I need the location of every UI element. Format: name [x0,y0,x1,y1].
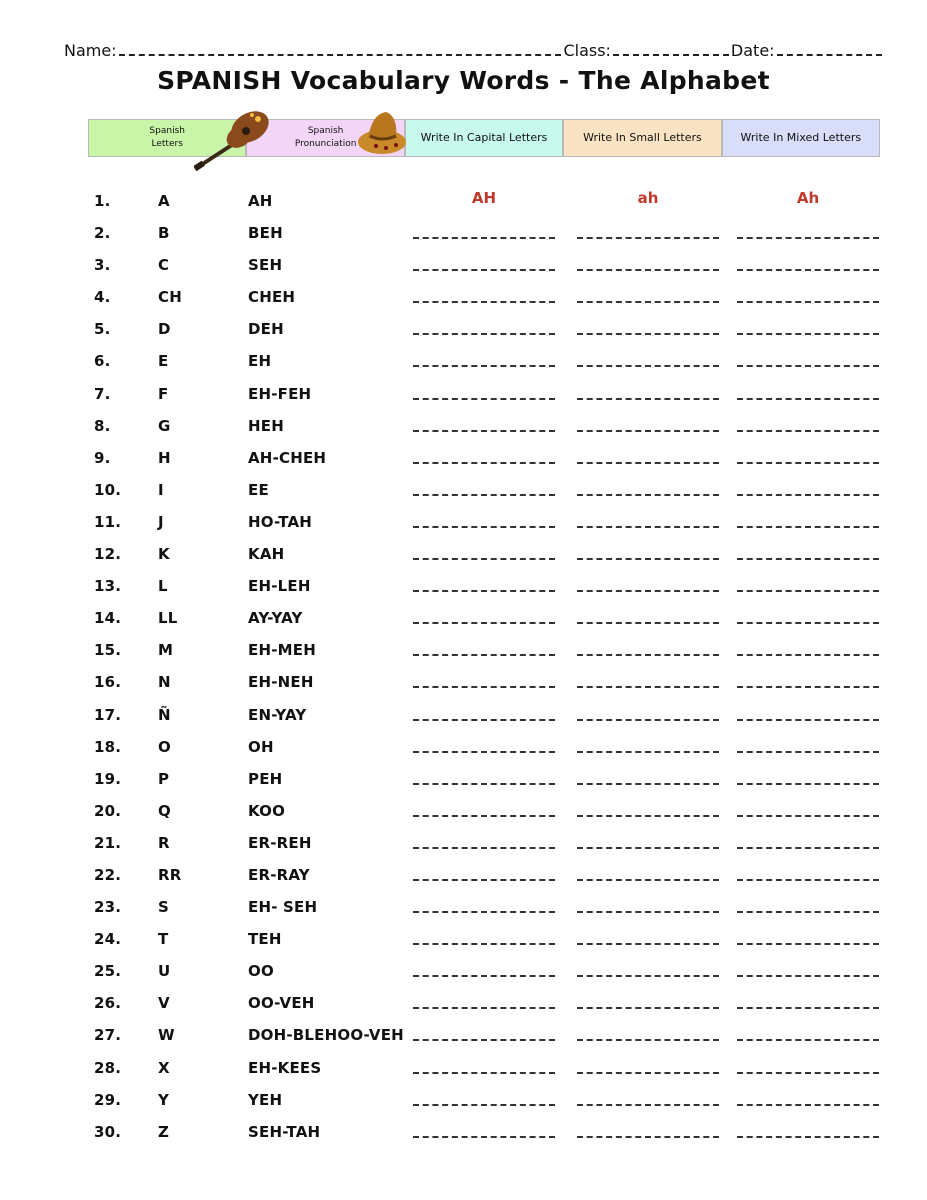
table-row [0,601,927,633]
mixed-blank[interactable] [737,237,879,239]
table-row [0,505,927,537]
pronunciation: EE [248,480,269,499]
small-blank[interactable] [577,751,719,753]
mixed-blank[interactable] [737,751,879,753]
capital-blank[interactable] [413,943,555,945]
mixed-blank[interactable] [737,301,879,303]
pronunciation: BEH [248,224,283,243]
spanish-letter: V [158,994,170,1013]
spanish-letter: CH [158,288,182,307]
small-blank[interactable] [577,622,719,624]
class-blank[interactable] [613,54,729,56]
mixed-blank[interactable] [737,398,879,400]
table-row [0,633,927,665]
pronunciation: EH-NEH [248,673,314,692]
small-blank[interactable] [577,430,719,432]
small-blank[interactable] [577,237,719,239]
row-number: 28. [94,1058,122,1077]
spanish-letter: G [158,416,171,435]
mixed-blank[interactable] [737,1136,879,1138]
capital-blank[interactable] [413,815,555,817]
capital-blank[interactable] [413,911,555,913]
spanish-letter: R [158,833,170,852]
capital-blank[interactable] [413,237,555,239]
pronunciation: TEH [248,930,282,949]
row-number: 5. [94,320,111,339]
spanish-letter: X [158,1058,170,1077]
mixed-blank[interactable] [737,719,879,721]
small-blank[interactable] [577,269,719,271]
pronunciation: AH [248,192,273,210]
row-number: 21. [94,833,122,852]
table-row [0,344,927,376]
table-row [0,890,927,922]
mixed-blank[interactable] [737,365,879,367]
small-blank[interactable] [577,815,719,817]
row-number: 19. [94,769,122,788]
small-blank[interactable] [577,1136,719,1138]
pronunciation: DEH [248,320,284,339]
mixed-blank[interactable] [737,879,879,881]
page-title: SPANISH Vocabulary Words - The Alphabet [157,66,770,95]
small-blank[interactable] [577,654,719,656]
pronunciation: EH- SEH [248,898,318,917]
spanish-letter: O [158,737,171,756]
small-blank[interactable] [577,1072,719,1074]
pronunciation: AH-CHEH [248,448,327,467]
spanish-letter: Ñ [158,705,171,724]
row-number: 4. [94,288,111,307]
row-number: 18. [94,737,122,756]
table-row [0,1018,927,1050]
table-row [0,762,927,794]
pronunciation: CHEH [248,288,296,307]
row-number: 23. [94,898,122,917]
spanish-letter: S [158,898,170,917]
small-blank[interactable] [577,911,719,913]
row-number: 6. [94,352,111,371]
mixed-blank[interactable] [737,815,879,817]
row-number: 20. [94,801,122,820]
mixed-blank[interactable] [737,494,879,496]
spanish-letter: K [158,545,170,564]
sombrero-icon [356,108,412,158]
mixed-blank[interactable] [737,783,879,785]
row-number: 10. [94,480,122,499]
row-number: 24. [94,930,122,949]
table-row [0,858,927,890]
spanish-letter: Z [158,1122,170,1141]
name-blank[interactable] [119,54,562,56]
small-blank[interactable] [577,301,719,303]
pronunciation: EH-MEH [248,641,316,660]
capital-blank[interactable] [413,686,555,688]
spanish-letter: M [158,641,174,660]
mixed-blank[interactable] [737,1007,879,1009]
row-number: 3. [94,256,111,275]
spanish-letter: LL [158,609,178,628]
table-row [0,698,927,730]
spanish-letter: B [158,224,170,243]
row-number: 16. [94,673,122,692]
mixed-blank[interactable] [737,1104,879,1106]
pronunciation: EH-FEH [248,384,312,403]
row-number: 11. [94,512,122,531]
spanish-letter: W [158,1026,175,1045]
pronunciation: ER-RAY [248,865,310,884]
row-number: 2. [94,224,111,243]
capital-blank[interactable] [413,719,555,721]
header-spanish-letters-line1: Spanish [149,126,185,136]
pronunciation: EH-KEES [248,1058,322,1077]
row-number: 26. [94,994,122,1013]
capital-blank[interactable] [413,879,555,881]
mixed-blank[interactable] [737,333,879,335]
spanish-letter: RR [158,865,182,884]
pronunciation: AY-YAY [248,609,303,628]
capital-blank[interactable] [413,975,555,977]
pronunciation: OO-VEH [248,994,315,1013]
row-number: 13. [94,577,122,596]
small-blank[interactable] [577,333,719,335]
mixed-blank[interactable] [737,686,879,688]
spanish-letter: Y [158,1090,170,1109]
mixed-blank[interactable] [737,1039,879,1041]
row-number: 29. [94,1090,122,1109]
small-blank[interactable] [577,879,719,881]
capital-blank[interactable] [413,751,555,753]
capital-blank[interactable] [413,1104,555,1106]
mixed-blank[interactable] [737,526,879,528]
pronunciation: SEH-TAH [248,1122,321,1141]
spanish-letter: T [158,930,169,949]
capital-blank[interactable] [413,1136,555,1138]
small-blank[interactable] [577,943,719,945]
table-row [0,216,927,248]
table-row [0,922,927,954]
row-number: 8. [94,416,111,435]
mixed-blank[interactable] [737,622,879,624]
row-number: 7. [94,384,111,403]
spanish-letter: P [158,769,170,788]
capital-blank[interactable] [413,365,555,367]
small-blank[interactable] [577,526,719,528]
row-number: 30. [94,1122,122,1141]
small-blank[interactable] [577,1007,719,1009]
table-row [0,986,927,1018]
small-blank[interactable] [577,686,719,688]
capital-blank[interactable] [413,622,555,624]
small-blank[interactable] [577,1104,719,1106]
table-row [0,569,927,601]
small-blank[interactable] [577,462,719,464]
date-blank[interactable] [777,54,882,56]
small-blank[interactable] [577,590,719,592]
spanish-letter: J [158,512,164,531]
spanish-letter: N [158,673,171,692]
pronunciation: ER-REH [248,833,312,852]
table-row [0,441,927,473]
spanish-letter: I [158,480,164,499]
pronunciation: EN-YAY [248,705,307,724]
alphabet-table [0,184,927,1147]
pronunciation: OH [248,737,274,756]
capital-blank[interactable] [413,494,555,496]
pronunciation: HO-TAH [248,512,313,531]
spanish-letter: H [158,448,171,467]
table-row [0,826,927,858]
header-pronunciation-line2: Pronunciation [294,139,357,149]
table-row [0,1115,927,1147]
capital-blank[interactable] [413,558,555,560]
table-row [0,1051,927,1083]
capital-blank[interactable] [413,333,555,335]
spanish-letter: U [158,962,171,981]
capital-blank[interactable] [413,398,555,400]
pronunciation: EH-LEH [248,577,311,596]
spanish-letter: F [158,384,169,403]
header-mixed: Write In Mixed Letters [722,119,880,157]
table-row [0,537,927,569]
pronunciation: KAH [248,545,285,564]
name-label: Name: [64,41,117,60]
capital-blank[interactable] [413,1072,555,1074]
small-blank[interactable] [577,398,719,400]
spanish-letter: E [158,352,169,371]
mixed-blank[interactable] [737,911,879,913]
mixed-blank[interactable] [737,1072,879,1074]
small-blank[interactable] [577,847,719,849]
pronunciation: KOO [248,801,286,820]
pronunciation: YEH [248,1090,283,1109]
class-label: Class: [563,41,611,60]
mixed-blank[interactable] [737,269,879,271]
table-row [0,954,927,986]
date-label: Date: [730,41,775,60]
mixed-blank[interactable] [737,654,879,656]
mixed-blank[interactable] [737,847,879,849]
row-number: 27. [94,1026,122,1045]
row-number: 17. [94,705,122,724]
capital-blank[interactable] [413,590,555,592]
row-number: 9. [94,448,111,467]
spanish-letter: C [158,256,170,275]
guitar-icon [194,105,274,171]
small-blank[interactable] [577,783,719,785]
pronunciation: PEH [248,769,283,788]
small-blank[interactable] [577,365,719,367]
table-row [0,409,927,441]
mixed-blank[interactable] [737,558,879,560]
table-row [0,473,927,505]
table-row [0,730,927,762]
row-number: 15. [94,641,122,660]
capital-blank[interactable] [413,847,555,849]
table-row [0,248,927,280]
mixed-blank[interactable] [737,462,879,464]
pronunciation: OO [248,962,274,981]
header-capital: Write In Capital Letters [405,119,563,157]
capital-blank[interactable] [413,430,555,432]
small-blank[interactable] [577,1039,719,1041]
spanish-letter: A [158,192,170,210]
table-row [0,312,927,344]
spanish-letter: Q [158,801,171,820]
small-blank[interactable] [577,719,719,721]
table-row [0,280,927,312]
spanish-letter: L [158,577,168,596]
capital-blank[interactable] [413,783,555,785]
small-blank[interactable] [577,494,719,496]
mixed-blank[interactable] [737,590,879,592]
capital-blank[interactable] [413,654,555,656]
pronunciation: HEH [248,416,284,435]
capital-blank[interactable] [413,269,555,271]
pronunciation: DOH-BLEHOO-VEH [248,1026,404,1045]
example-mixed: Ah [796,189,820,207]
mixed-blank[interactable] [737,943,879,945]
table-row [0,1083,927,1115]
header-pronunciation-line1: Spanish [307,126,344,136]
pronunciation: EH [248,352,272,371]
table-row [0,184,927,216]
row-number: 1. [94,192,111,210]
capital-blank[interactable] [413,462,555,464]
row-number: 22. [94,865,122,884]
student-info-line [64,36,884,60]
capital-blank[interactable] [413,526,555,528]
capital-blank[interactable] [413,1007,555,1009]
small-blank[interactable] [577,558,719,560]
row-number: 25. [94,962,122,981]
small-blank[interactable] [577,975,719,977]
table-row [0,377,927,409]
spanish-letter: D [158,320,171,339]
table-row [0,665,927,697]
table-row [0,794,927,826]
row-number: 14. [94,609,122,628]
example-capital: AH [471,189,497,207]
example-small: ah [637,189,659,207]
mixed-blank[interactable] [737,430,879,432]
capital-blank[interactable] [413,301,555,303]
row-number: 12. [94,545,122,564]
header-spanish-letters-line2: Letters [151,139,183,149]
mixed-blank[interactable] [737,975,879,977]
header-small: Write In Small Letters [563,119,721,157]
capital-blank[interactable] [413,1039,555,1041]
pronunciation: SEH [248,256,283,275]
